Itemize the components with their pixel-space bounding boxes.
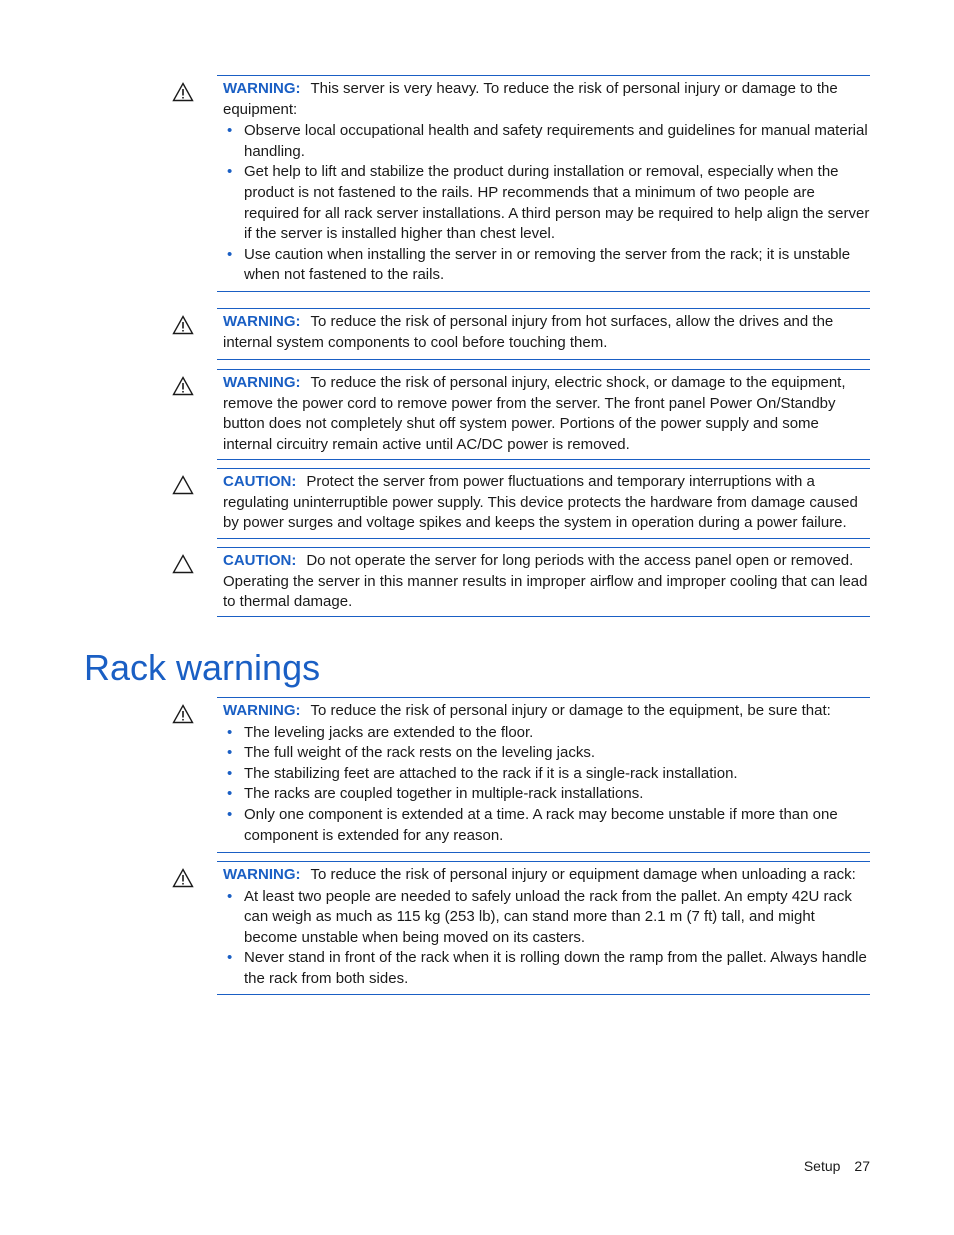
bullet-icon: • xyxy=(227,887,233,905)
bullet-icon: • xyxy=(227,764,233,782)
caution-notice xyxy=(217,468,870,539)
list-item: • Observe local occupational health and safety requirements and guidelines for manual material handling. xyxy=(227,122,868,160)
warning-triangle-icon xyxy=(172,376,194,396)
notice-body: Protect the server from power fluctuations and temporary interruptions with a regulating uninterruptible power supply. This device protects the hardware from damage caused by power surges and voltage spikes and keeps the system in operation during a power failure. xyxy=(223,473,858,532)
list-item: • Get help to lift and stabilize the product during installation or removal, especially when the product is not fastened to the rails. HP recommends that a minimum of two people are required for all rack server installations. A third person may be required to help align the server if the server is installed higher than chest level. xyxy=(227,163,870,243)
list-item: • Never stand in front of the rack when it is rolling down the ramp from the pallet. Always handle the rack from both sides. xyxy=(227,949,867,987)
caution-keyword: CAUTION: xyxy=(223,473,297,490)
warning-keyword: WARNING: xyxy=(223,80,301,97)
list-item: • The leveling jacks are extended to the floor. xyxy=(223,723,870,744)
caution-notice xyxy=(217,547,870,617)
list-item: • The racks are coupled together in multiple-rack installations. xyxy=(223,784,870,805)
caution-keyword: CAUTION: xyxy=(223,552,297,569)
bullet-icon: • xyxy=(227,122,233,140)
notice-body: To reduce the risk of personal injury, electric shock, or damage to the equipment, remove the power cord to remove power from the server. The front panel Power On/Standby button does not completely shut off system power. Portions of the power supply and some internal circuitry remain active until AC/DC power is removed. xyxy=(223,374,846,453)
notice-text xyxy=(223,79,870,120)
footer-section: Setup xyxy=(803,1158,841,1174)
notice-text xyxy=(223,865,870,886)
caution-triangle-icon xyxy=(172,554,194,574)
warning-notice xyxy=(217,697,870,853)
bullet-icon: • xyxy=(227,163,233,181)
caution-triangle-icon xyxy=(172,475,194,495)
warning-triangle-icon xyxy=(172,704,194,724)
notice-text xyxy=(223,701,870,722)
warning-notice xyxy=(217,861,870,995)
page-footer xyxy=(804,1158,870,1174)
notice-body: To reduce the risk of personal injury from hot surfaces, allow the drives and the internal system components to cool before touching them. xyxy=(223,313,834,351)
list-item: • Use caution when installing the server in or removing the server from the rack; it is unstable when not fastened to the rails. xyxy=(227,245,851,284)
warning-triangle-icon xyxy=(172,868,194,888)
bullet-icon: • xyxy=(227,949,233,967)
notice-body: To reduce the risk of personal injury or equipment damage when unloading a rack: xyxy=(310,866,856,883)
notice-text xyxy=(223,551,870,613)
section-title: Rack warnings xyxy=(84,647,321,688)
notice-text xyxy=(223,472,870,534)
bullet-icon: • xyxy=(227,805,233,823)
notice-body: This server is very heavy. To reduce the risk of personal injury or damage to the equipment: xyxy=(223,80,838,118)
list-item: • At least two people are needed to safely unload the rack from the pallet. An empty 42U rack can weigh as much as 115 kg (253 lb), can stand more than 2.1 m (7 ft) tall, and might become unstable when being moved on its casters. xyxy=(227,887,852,946)
page-number: 27 xyxy=(854,1158,870,1174)
bullet-list xyxy=(223,723,870,847)
bullet-list xyxy=(223,887,870,990)
list-item: • Only one component is extended at a time. A rack may become unstable if more than one component is extended for any reason. xyxy=(227,805,838,844)
bullet-icon: • xyxy=(227,785,233,803)
warning-keyword: WARNING: xyxy=(223,374,301,391)
notice-body: Do not operate the server for long periods with the access panel open or removed. Operating the server in this manner results in improper airflow and improper cooling that can lead to thermal damage. xyxy=(223,552,868,611)
bullet-icon: • xyxy=(227,744,233,762)
warning-notice xyxy=(217,369,870,460)
warning-triangle-icon xyxy=(172,82,194,102)
bullet-list xyxy=(223,121,870,286)
warning-notice xyxy=(217,308,870,360)
list-item: • The stabilizing feet are attached to the rack if it is a single-rack installation. xyxy=(223,764,870,785)
warning-keyword: WARNING: xyxy=(223,702,301,719)
notice-text xyxy=(223,373,870,455)
notice-body: To reduce the risk of personal injury or damage to the equipment, be sure that: xyxy=(310,702,831,719)
warning-keyword: WARNING: xyxy=(223,866,301,883)
warning-notice xyxy=(217,75,870,292)
bullet-icon: • xyxy=(227,245,233,263)
warning-keyword: WARNING: xyxy=(223,313,301,330)
bullet-icon: • xyxy=(227,723,233,741)
list-item: • The full weight of the rack rests on the leveling jacks. xyxy=(223,743,870,764)
warning-triangle-icon xyxy=(172,315,194,335)
notice-text xyxy=(223,312,870,353)
